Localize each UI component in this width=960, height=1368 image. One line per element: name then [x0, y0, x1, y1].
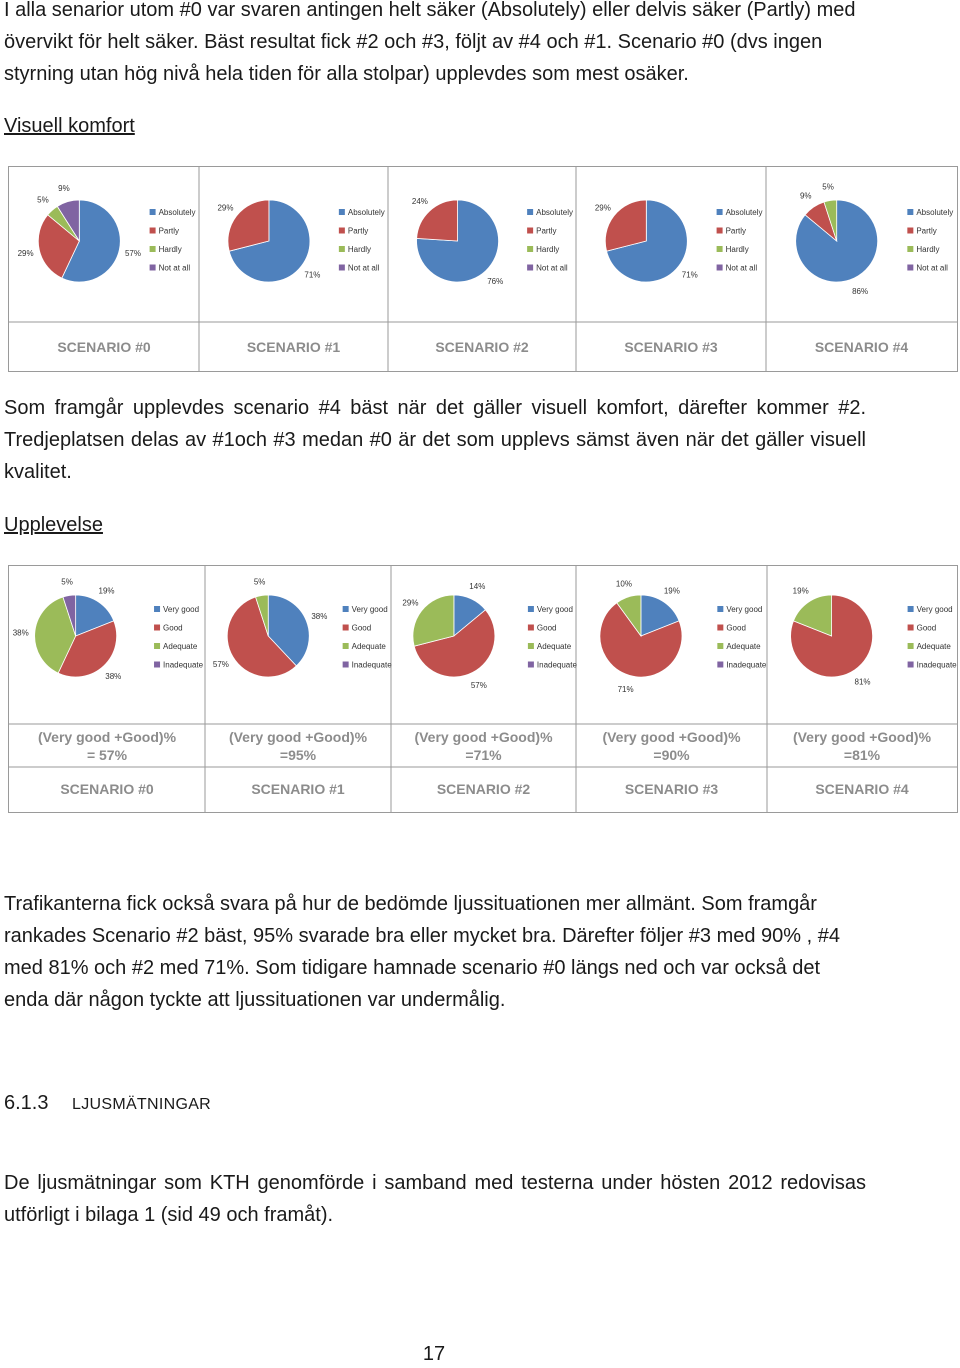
legend-label: Not at all	[725, 263, 758, 273]
pie-scenario-3	[600, 580, 682, 694]
pie-data-label: 19%	[98, 586, 115, 596]
scenario-label: SCENARIO #2	[436, 781, 531, 797]
legend-swatch	[154, 643, 160, 649]
legend-swatch	[528, 625, 534, 631]
summary-label: = 57%	[86, 747, 128, 763]
legend-label: Absolutely	[536, 208, 574, 217]
pie-data-label: 5%	[61, 577, 73, 587]
legend-label: Absolutely	[158, 208, 196, 217]
visual-comfort-chart-panel	[8, 166, 958, 372]
legend-label: Hardly	[725, 245, 749, 254]
summary-label: =95%	[279, 747, 317, 763]
legend-swatch	[717, 606, 723, 612]
legend-swatch	[154, 662, 160, 668]
legend-label: Absolutely	[347, 208, 385, 217]
legend-label: Absolutely	[916, 208, 954, 217]
pie-data-label: 14%	[469, 582, 486, 592]
pie-data-label: 57%	[212, 659, 229, 669]
legend-label: Partly	[536, 226, 557, 236]
legend-swatch	[527, 265, 533, 271]
legend-label: Hardly	[347, 245, 371, 254]
section-heading	[4, 1087, 211, 1121]
legend-label: Hardly	[536, 245, 560, 254]
pie-data-label: 38%	[12, 628, 29, 638]
legend-swatch	[150, 246, 156, 252]
experience-chart	[9, 566, 957, 812]
legend-label: Inadequate	[163, 660, 204, 670]
legend-swatch	[343, 606, 349, 612]
pie-data-label: 9%	[799, 191, 812, 201]
legend-label: Inadequate	[726, 660, 767, 670]
legend-label: Very good	[726, 605, 763, 614]
summary-label: =71%	[465, 747, 502, 763]
legend-label: Partly	[158, 226, 180, 236]
pie-scenario-1	[217, 200, 320, 282]
visual-comfort-chart	[9, 167, 957, 371]
pie-data-label: 9%	[58, 184, 70, 194]
summary-label: (Very good +Good)%	[792, 729, 932, 745]
pie-data-label: 86%	[852, 286, 869, 296]
pie-data-label: 81%	[854, 677, 871, 687]
legend-label: Partly	[725, 226, 747, 236]
legend-label: Good	[916, 623, 937, 633]
legend-label: Not at all	[536, 263, 568, 273]
legend-swatch	[150, 209, 156, 215]
legend-swatch	[343, 662, 349, 668]
legend-swatch	[907, 228, 913, 234]
pie-scenario-3	[595, 200, 698, 282]
legend-label: Not at all	[916, 263, 948, 273]
summary-label: =90%	[653, 747, 690, 763]
pie-data-label: 76%	[487, 277, 504, 287]
legend-label: Very good	[536, 605, 573, 614]
pie-data-label: 57%	[124, 248, 141, 258]
legend-swatch	[154, 625, 160, 631]
legend-swatch	[339, 209, 345, 215]
legend-label: Hardly	[916, 245, 940, 254]
experience-heading: Upplevelse	[4, 514, 103, 536]
pie-data-label: 29%	[217, 203, 234, 213]
pie-scenario-0	[13, 578, 122, 681]
legend-label: Good	[163, 623, 183, 633]
legend-label: Adequate	[536, 642, 572, 651]
pie-scenario-0	[18, 184, 141, 282]
legend-swatch	[908, 606, 914, 612]
legend-label: Partly	[916, 226, 937, 236]
legend-swatch	[154, 606, 160, 612]
legend-swatch	[150, 265, 156, 271]
intro-paragraph: I alla senarior utom #0 var svaren antingen helt säker (Absolutely) eller delvis säker (Partly) med övervikt för helt säker. Bäst resultat fick #2 och #3, följt av #4 och #1. Scenario #0 (dvs ingen styrning utan hög nivå hela tiden för alla stolpar) upplevdes som mest osäker.	[4, 0, 856, 85]
pie-data-label: 5%	[253, 577, 266, 587]
legend-swatch	[150, 228, 156, 234]
pie-data-label: 38%	[311, 611, 328, 621]
legend-swatch	[908, 662, 914, 668]
pie-data-label: 29%	[402, 598, 419, 608]
section-number: 6.1.3	[4, 1092, 49, 1114]
summary-label: (Very good +Good)%	[228, 729, 368, 745]
pie-scenario-1	[213, 578, 327, 677]
legend-label: Adequate	[163, 642, 198, 651]
legend-label: Inadequate	[536, 660, 577, 670]
scenario-label: SCENARIO #1	[246, 339, 341, 355]
page-number: 17	[422, 1343, 446, 1365]
pie-data-label: 57%	[470, 681, 487, 691]
legend-label: Partly	[347, 226, 369, 236]
scenario-label: SCENARIO #0	[57, 339, 151, 355]
pie-scenario-4	[796, 183, 878, 296]
visual-comfort-paragraph: Som framgår upplevdes scenario #4 bäst när det gäller visuell komfort, därefter kommer #2. Tredjeplatsen delas av #1och #3 medan #0 är det som upplevs sämst även när det gäller visuell kvalitet.	[4, 397, 866, 483]
pie-data-label: 71%	[681, 270, 698, 280]
legend-swatch	[339, 228, 345, 234]
scenario-label: SCENARIO #1	[251, 781, 345, 797]
legend-swatch	[527, 209, 533, 215]
pie-data-label: 29%	[17, 248, 34, 258]
legend-swatch	[528, 643, 534, 649]
legend-swatch	[717, 228, 723, 234]
pie-data-label: 19%	[792, 586, 809, 596]
pie-data-label: 10%	[615, 579, 632, 589]
legend-label: Not at all	[158, 263, 191, 273]
legend-swatch	[339, 246, 345, 252]
legend-label: Very good	[916, 605, 953, 614]
pie-data-label: 24%	[411, 196, 428, 206]
scenario-label: SCENARIO #4	[815, 781, 909, 797]
legend-swatch	[343, 643, 349, 649]
legend-label: Good	[351, 623, 372, 633]
pie-slice-partly	[417, 200, 458, 241]
summary-label: (Very good +Good)%	[414, 729, 553, 745]
pie-data-label: 29%	[594, 203, 611, 213]
legend-label: Adequate	[351, 642, 386, 651]
legend-label: Adequate	[726, 642, 761, 651]
legend-label: Very good	[163, 605, 200, 614]
legend-swatch	[527, 228, 533, 234]
pie-data-label: 38%	[105, 672, 122, 682]
summary-label: =81%	[843, 747, 881, 763]
scenario-label: SCENARIO #3	[624, 781, 719, 797]
pie-data-label: 5%	[822, 182, 834, 192]
legend-label: Hardly	[158, 245, 182, 254]
legend-swatch	[527, 246, 533, 252]
legend-label: Good	[536, 623, 557, 633]
scenario-label: SCENARIO #4	[814, 339, 909, 355]
legend-swatch	[528, 662, 534, 668]
legend-swatch	[717, 625, 723, 631]
pie-scenario-4	[791, 587, 873, 687]
legend-label: Inadequate	[916, 660, 957, 670]
summary-label: (Very good +Good)%	[37, 729, 177, 745]
measurements-paragraph: De ljusmätningar som KTH genomförde i samband med testerna under hösten 2012 redovisas utförligt i bilaga 1 (sid 49 och framåt).	[4, 1172, 866, 1226]
visual-comfort-heading: Visuell komfort	[4, 115, 135, 137]
legend-swatch	[717, 209, 723, 215]
legend-swatch	[717, 662, 723, 668]
legend-swatch	[907, 265, 913, 271]
section-title: LJUSMÄTNINGAR	[72, 1096, 212, 1113]
legend-swatch	[343, 625, 349, 631]
legend-label: Adequate	[916, 642, 951, 651]
summary-label: (Very good +Good)%	[602, 729, 741, 745]
legend-swatch	[908, 643, 914, 649]
pie-data-label: 71%	[617, 684, 634, 694]
legend-swatch	[907, 209, 913, 215]
legend-label: Good	[726, 623, 746, 633]
legend-label: Not at all	[347, 263, 380, 273]
scenario-label: SCENARIO #0	[60, 781, 154, 797]
experience-paragraph: Trafikanterna fick också svara på hur de bedömde ljussituationen mer allmänt. Som framgår rankades Scenario #2 bäst, 95% svarade bra eller mycket bra. Därefter följer #3 med 90% , #4 med 81% och #2 med 71%. Som tidigare hamnade scenario #0 längs ned och var också det enda där någon tyckte att ljussituationen var undermålig.	[4, 893, 840, 1011]
legend-swatch	[528, 606, 534, 612]
experience-chart-panel	[8, 565, 958, 813]
pie-data-label: 19%	[663, 586, 680, 596]
legend-swatch	[717, 246, 723, 252]
legend-swatch	[717, 265, 723, 271]
legend-label: Inadequate	[351, 660, 392, 670]
pie-data-label: 71%	[304, 270, 321, 280]
pie-data-label: 5%	[37, 195, 49, 205]
legend-swatch	[339, 265, 345, 271]
pie-scenario-2	[402, 582, 494, 690]
legend-label: Very good	[351, 605, 388, 614]
pie-scenario-2	[412, 197, 503, 286]
scenario-label: SCENARIO #3	[624, 339, 718, 355]
legend-swatch	[907, 246, 913, 252]
legend-swatch	[908, 625, 914, 631]
legend-swatch	[717, 643, 723, 649]
legend-label: Absolutely	[725, 208, 763, 217]
scenario-label: SCENARIO #2	[435, 339, 529, 355]
